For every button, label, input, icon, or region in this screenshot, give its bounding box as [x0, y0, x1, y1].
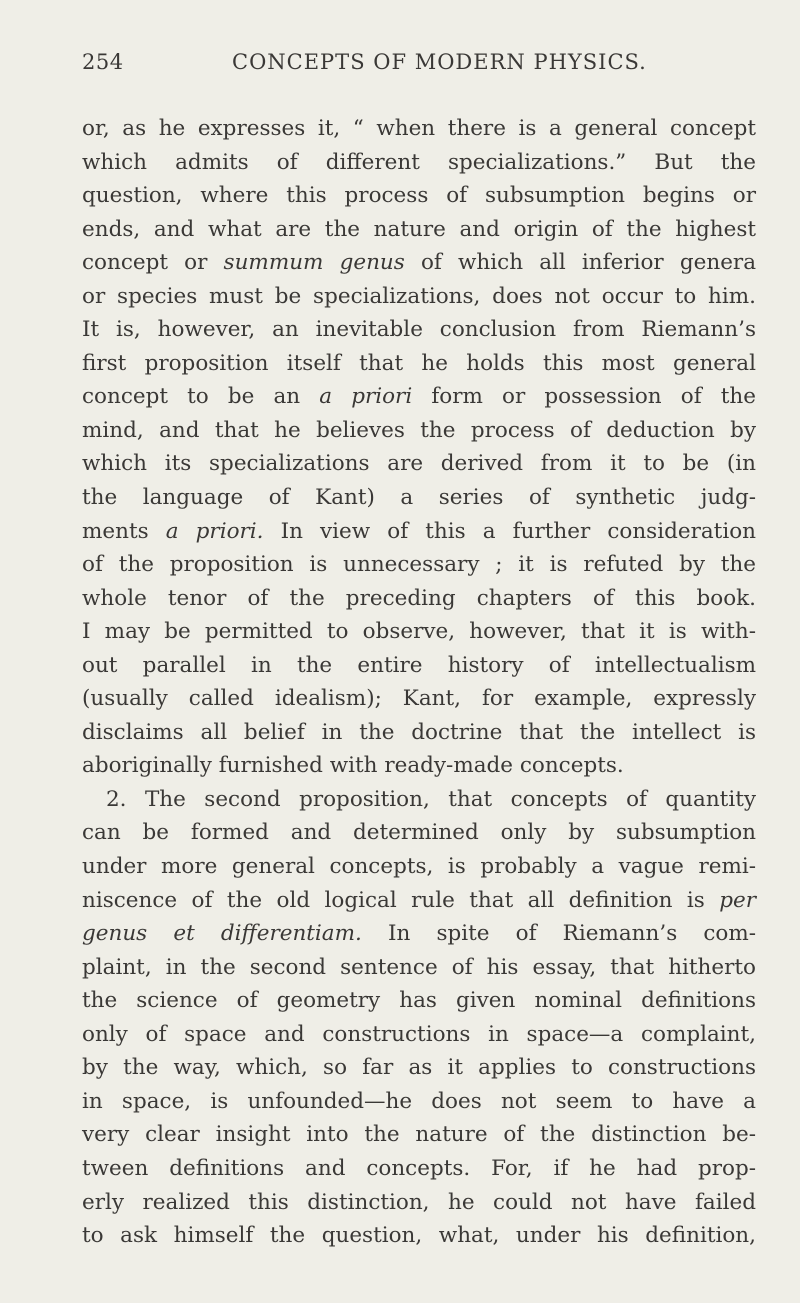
text-run: ments: [82, 518, 166, 544]
text-run: mind, and that he believes the process of deduction by: [82, 417, 756, 443]
italic-phrase: summum genus: [223, 250, 405, 276]
text-run: the science of geometry has given nominal definitions: [82, 988, 756, 1014]
text-line: [82, 649, 756, 683]
text-line: [82, 179, 756, 213]
text-line: [82, 1051, 756, 1085]
text-run: I may be permitted to observe, however, that it is with-: [82, 619, 756, 645]
text-run: niscence of the old logical rule that all definition is: [82, 887, 720, 913]
italic-phrase: a priori: [319, 384, 413, 410]
text-run: of the proposition is unnecessary ; it is refuted by the: [82, 552, 756, 578]
text-run: to ask himself the question, what, under his definition,: [82, 1223, 756, 1249]
text-line: [82, 951, 756, 985]
text-line: [82, 313, 756, 347]
text-run: It is, however, an inevitable conclusion from Riemann’s: [82, 317, 756, 343]
text-line: [82, 548, 756, 582]
text-run: 2. The second proposition, that concepts of quantity: [106, 786, 756, 812]
text-run: only of space and constructions in space—a complaint,: [82, 1021, 756, 1047]
text-line: [82, 213, 756, 247]
text-line: [82, 984, 756, 1018]
text-line: [82, 414, 756, 448]
text-run: under more general concepts, is probably a vague remi-: [82, 854, 756, 880]
text-run: which its specializations are derived from it to be (in: [82, 451, 756, 477]
text-run: disclaims all belief in the doctrine that the intellect is: [82, 719, 756, 745]
text-run: whole tenor of the preceding chapters of this book.: [82, 585, 756, 611]
text-line: [82, 1085, 756, 1119]
text-line: [82, 716, 756, 750]
text-run: ends, and what are the nature and origin of the highest: [82, 216, 756, 242]
text-run: In spite of Riemann’s com-: [361, 921, 757, 947]
text-run: very clear insight into the nature of the distinction be-: [82, 1122, 756, 1148]
text-line: [82, 146, 756, 180]
text-run: aboriginally furnished with ready-made concepts.: [82, 753, 624, 779]
text-line: [82, 582, 756, 616]
running-title: CONCEPTS OF MODERN PHYSICS.: [232, 50, 647, 74]
text-line: [82, 515, 756, 549]
text-line: [82, 917, 756, 951]
text-run: out parallel in the entire history of intellectualism: [82, 652, 756, 678]
text-line: [82, 1018, 756, 1052]
italic-phrase: genus et differentiam.: [82, 921, 362, 947]
text-line: [82, 280, 756, 314]
text-run: in space, is unfounded—he does not seem to have a: [82, 1088, 756, 1114]
text-line: [82, 1219, 756, 1253]
text-run: tween definitions and concepts. For, if he had prop-: [82, 1155, 756, 1181]
italic-phrase: a priori.: [165, 518, 264, 544]
text-line: [82, 347, 756, 381]
text-run: first proposition itself that he holds this most general: [82, 350, 756, 376]
text-run: or, as he expresses it, “ when there is a general concept: [82, 116, 756, 141]
page-header: [82, 50, 734, 82]
italic-phrase: per: [719, 887, 756, 913]
text-line: [82, 481, 756, 515]
text-run: concept to be an: [82, 384, 320, 410]
text-run: In view of this a further consideration: [263, 518, 756, 544]
text-run: or species must be specializations, does not occur to him.: [82, 283, 756, 309]
text-line: [82, 816, 756, 850]
text-line: [82, 447, 756, 481]
text-run: form or possession of the: [412, 384, 756, 410]
text-line: [82, 112, 756, 146]
text-run: erly realized this distinction, he could not have failed: [82, 1189, 756, 1215]
text-line: [82, 783, 756, 817]
text-run: the language of Kant) a series of synthetic judg-: [82, 485, 756, 511]
text-run: by the way, which, so far as it applies to constructions: [82, 1055, 756, 1081]
text-run: plaint, in the second sentence of his essay, that hitherto: [82, 954, 756, 980]
text-line: [82, 380, 756, 414]
text-line: [82, 1186, 756, 1220]
text-run: question, where this process of subsumption begins or: [82, 183, 756, 209]
text-line: [82, 850, 756, 884]
text-line: [82, 682, 756, 716]
body-text: [82, 112, 756, 1253]
text-line: [82, 884, 756, 918]
text-line: [82, 615, 756, 649]
page-number: 254: [82, 50, 124, 74]
text-run: can be formed and determined only by subsumption: [82, 820, 756, 846]
text-line: [82, 749, 756, 783]
text-line: [82, 246, 756, 280]
text-run: concept or: [82, 250, 224, 276]
text-line: [82, 1118, 756, 1152]
text-run: which admits of different specializations.” But the: [82, 149, 756, 175]
text-line: [82, 1152, 756, 1186]
text-run: (usually called idealism); Kant, for example, expressly: [82, 686, 756, 712]
text-run: of which all inferior genera: [404, 250, 757, 276]
